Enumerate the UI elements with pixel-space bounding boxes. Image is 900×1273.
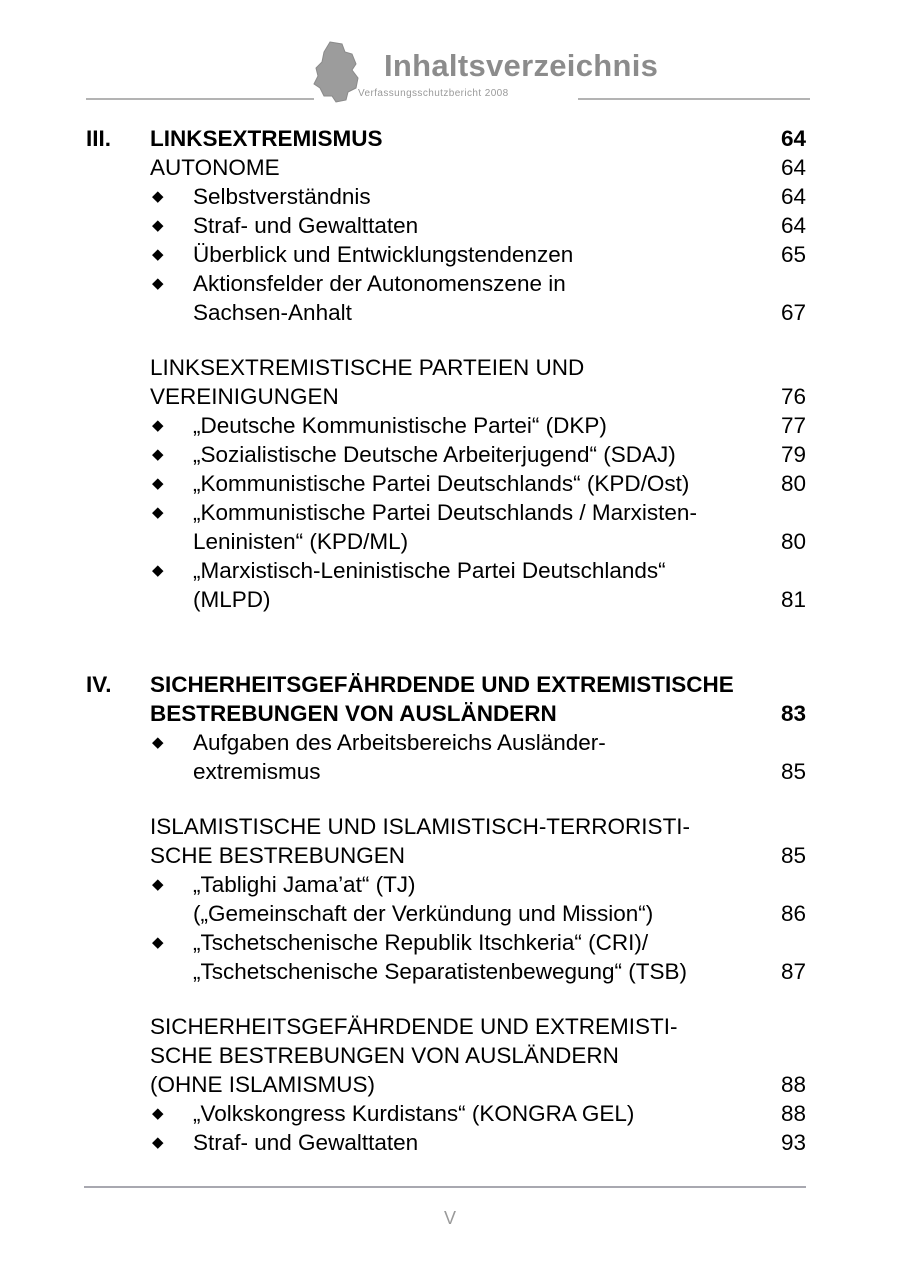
toc-section-parteien-continuation[interactable] (86, 382, 806, 411)
page-number: 80 (780, 471, 806, 496)
diamond-bullet-icon: ◆ (152, 246, 164, 263)
diamond-bullet-icon: ◆ (152, 217, 164, 234)
item-title: „Volkskongress Kurdistans“ (KONGRA GEL) (193, 1101, 635, 1126)
diamond-bullet-icon: ◆ (152, 562, 164, 579)
toc-item-continuation[interactable] (86, 527, 806, 556)
page-number: 88 (780, 1101, 806, 1126)
page-number: 87 (780, 959, 806, 984)
page-number: 83 (780, 701, 806, 726)
toc-item[interactable] (86, 498, 806, 527)
item-title-line2: (MLPD) (193, 587, 271, 612)
diamond-bullet-icon: ◆ (152, 1134, 164, 1151)
item-title: Überblick und Entwicklungstendenzen (193, 242, 574, 267)
section-title-line1: ISLAMISTISCHE UND ISLAMISTISCH-TERRORISTI- (150, 814, 691, 839)
section-title: AUTONOME (150, 155, 280, 180)
diamond-bullet-icon: ◆ (152, 475, 164, 492)
page-number: 86 (780, 901, 806, 926)
toc-section-islam-continuation[interactable] (86, 841, 806, 870)
chapter-title: LINKSEXTREMISMUS (150, 126, 383, 151)
item-title: Selbstverständnis (193, 184, 371, 209)
diamond-bullet-icon: ◆ (152, 446, 164, 463)
toc-item[interactable] (86, 928, 806, 957)
page-number: 85 (780, 759, 806, 784)
toc-item[interactable] (86, 728, 806, 757)
toc-chapter-4-continuation[interactable] (86, 699, 806, 728)
toc-section-auslaender-continuation[interactable] (86, 1041, 806, 1070)
item-title-line2: extremismus (193, 759, 321, 784)
toc-section-islam[interactable] (86, 812, 806, 841)
page-number: 88 (780, 1072, 806, 1097)
page-number: 64 (780, 126, 806, 151)
section-title-line1: SICHERHEITSGEFÄHRDENDE UND EXTREMISTI- (150, 1014, 678, 1039)
toc-section-auslaender-continuation[interactable] (86, 1070, 806, 1099)
page-number: 64 (780, 184, 806, 209)
page-number: 65 (780, 242, 806, 267)
toc-item-continuation[interactable] (86, 585, 806, 614)
chapter-number: IV. (86, 672, 112, 697)
page-number: 79 (780, 442, 806, 467)
page-number: 93 (780, 1130, 806, 1155)
page-number: 64 (780, 155, 806, 180)
page-number: 81 (780, 587, 806, 612)
toc-chapter-3[interactable] (86, 124, 806, 153)
diamond-bullet-icon: ◆ (152, 934, 164, 951)
section-title-line2: SCHE BESTREBUNGEN VON AUSLÄNDERN (150, 1043, 619, 1068)
toc-item[interactable] (86, 1099, 806, 1128)
toc-item-continuation[interactable] (86, 899, 806, 928)
item-title: Straf- und Gewalttaten (193, 213, 419, 238)
diamond-bullet-icon: ◆ (152, 275, 164, 292)
header-rule-left (86, 98, 314, 100)
item-title-line2: Leninisten“ (KPD/ML) (193, 529, 409, 554)
item-title-line1: „Marxistisch-Leninistische Partei Deutschlands“ (193, 558, 666, 583)
toc-section-autonome[interactable] (86, 153, 806, 182)
toc-item-continuation[interactable] (86, 298, 806, 327)
item-title-line1: „Tablighi Jama’at“ (TJ) (193, 872, 416, 897)
section-title-line2: SCHE BESTREBUNGEN (150, 843, 406, 868)
toc-item-continuation[interactable] (86, 757, 806, 786)
page-number: 67 (780, 300, 806, 325)
toc-item[interactable] (86, 182, 806, 211)
chapter-title-line1: SICHERHEITSGEFÄHRDENDE UND EXTREMISTISCHE (150, 672, 734, 697)
toc-item[interactable] (86, 469, 806, 498)
toc-item[interactable] (86, 240, 806, 269)
toc-item[interactable] (86, 440, 806, 469)
saxony-anhalt-map-icon (312, 40, 364, 104)
section-title-line2: VEREINIGUNGEN (150, 384, 339, 409)
section-title-line1: LINKSEXTREMISTISCHE PARTEIEN UND (150, 355, 585, 380)
footer-page-number: V (443, 1208, 456, 1228)
toc-item[interactable] (86, 556, 806, 585)
diamond-bullet-icon: ◆ (152, 876, 164, 893)
diamond-bullet-icon: ◆ (152, 417, 164, 434)
page-number: 76 (780, 384, 806, 409)
item-title-line1: Aktionsfelder der Autonomenszene in (193, 271, 566, 296)
chapter-number: III. (86, 126, 112, 151)
diamond-bullet-icon: ◆ (152, 734, 164, 751)
item-title: „Deutsche Kommunistische Partei“ (DKP) (193, 413, 607, 438)
item-title-line2: „Tschetschenische Separatistenbewegung“ (TSB) (193, 959, 688, 984)
diamond-bullet-icon: ◆ (152, 1105, 164, 1122)
section-title-line3: (OHNE ISLAMISMUS) (150, 1072, 376, 1097)
toc-section-auslaender[interactable] (86, 1012, 806, 1041)
header-title: Inhaltsverzeichnis (384, 48, 659, 83)
item-title-line1: „Kommunistische Partei Deutschlands / Marxisten- (193, 500, 697, 525)
header-rule-right (578, 98, 810, 100)
toc-item-continuation[interactable] (86, 957, 806, 986)
item-title-line2: („Gemeinschaft der Verkündung und Mission“) (193, 901, 654, 926)
page-number: 64 (780, 213, 806, 238)
diamond-bullet-icon: ◆ (152, 504, 164, 521)
toc-item[interactable] (86, 411, 806, 440)
table-of-contents (86, 124, 806, 1157)
item-title-line1: „Tschetschenische Republik Itschkeria“ (CRI)/ (193, 930, 649, 955)
header-subtitle: Verfassungsschutzbericht 2008 (358, 88, 509, 99)
page-number: 80 (780, 529, 806, 554)
footer-rule (84, 1186, 806, 1188)
toc-item[interactable] (86, 269, 806, 298)
item-title-line1: Aufgaben des Arbeitsbereichs Ausländer- (193, 730, 606, 755)
item-title: Straf- und Gewalttaten (193, 1130, 419, 1155)
toc-chapter-4[interactable] (86, 670, 806, 699)
toc-item[interactable] (86, 870, 806, 899)
item-title-line2: Sachsen-Anhalt (193, 300, 352, 325)
page-number: 85 (780, 843, 806, 868)
item-title: „Sozialistische Deutsche Arbeiterjugend“ (SDAJ) (193, 442, 676, 467)
toc-item[interactable] (86, 1128, 806, 1157)
toc-item[interactable] (86, 211, 806, 240)
chapter-title-line2: BESTREBUNGEN VON AUSLÄNDERN (150, 701, 557, 726)
toc-section-parteien[interactable] (86, 353, 806, 382)
page-number: 77 (780, 413, 806, 438)
item-title: „Kommunistische Partei Deutschlands“ (KPD/Ost) (193, 471, 690, 496)
diamond-bullet-icon: ◆ (152, 188, 164, 205)
